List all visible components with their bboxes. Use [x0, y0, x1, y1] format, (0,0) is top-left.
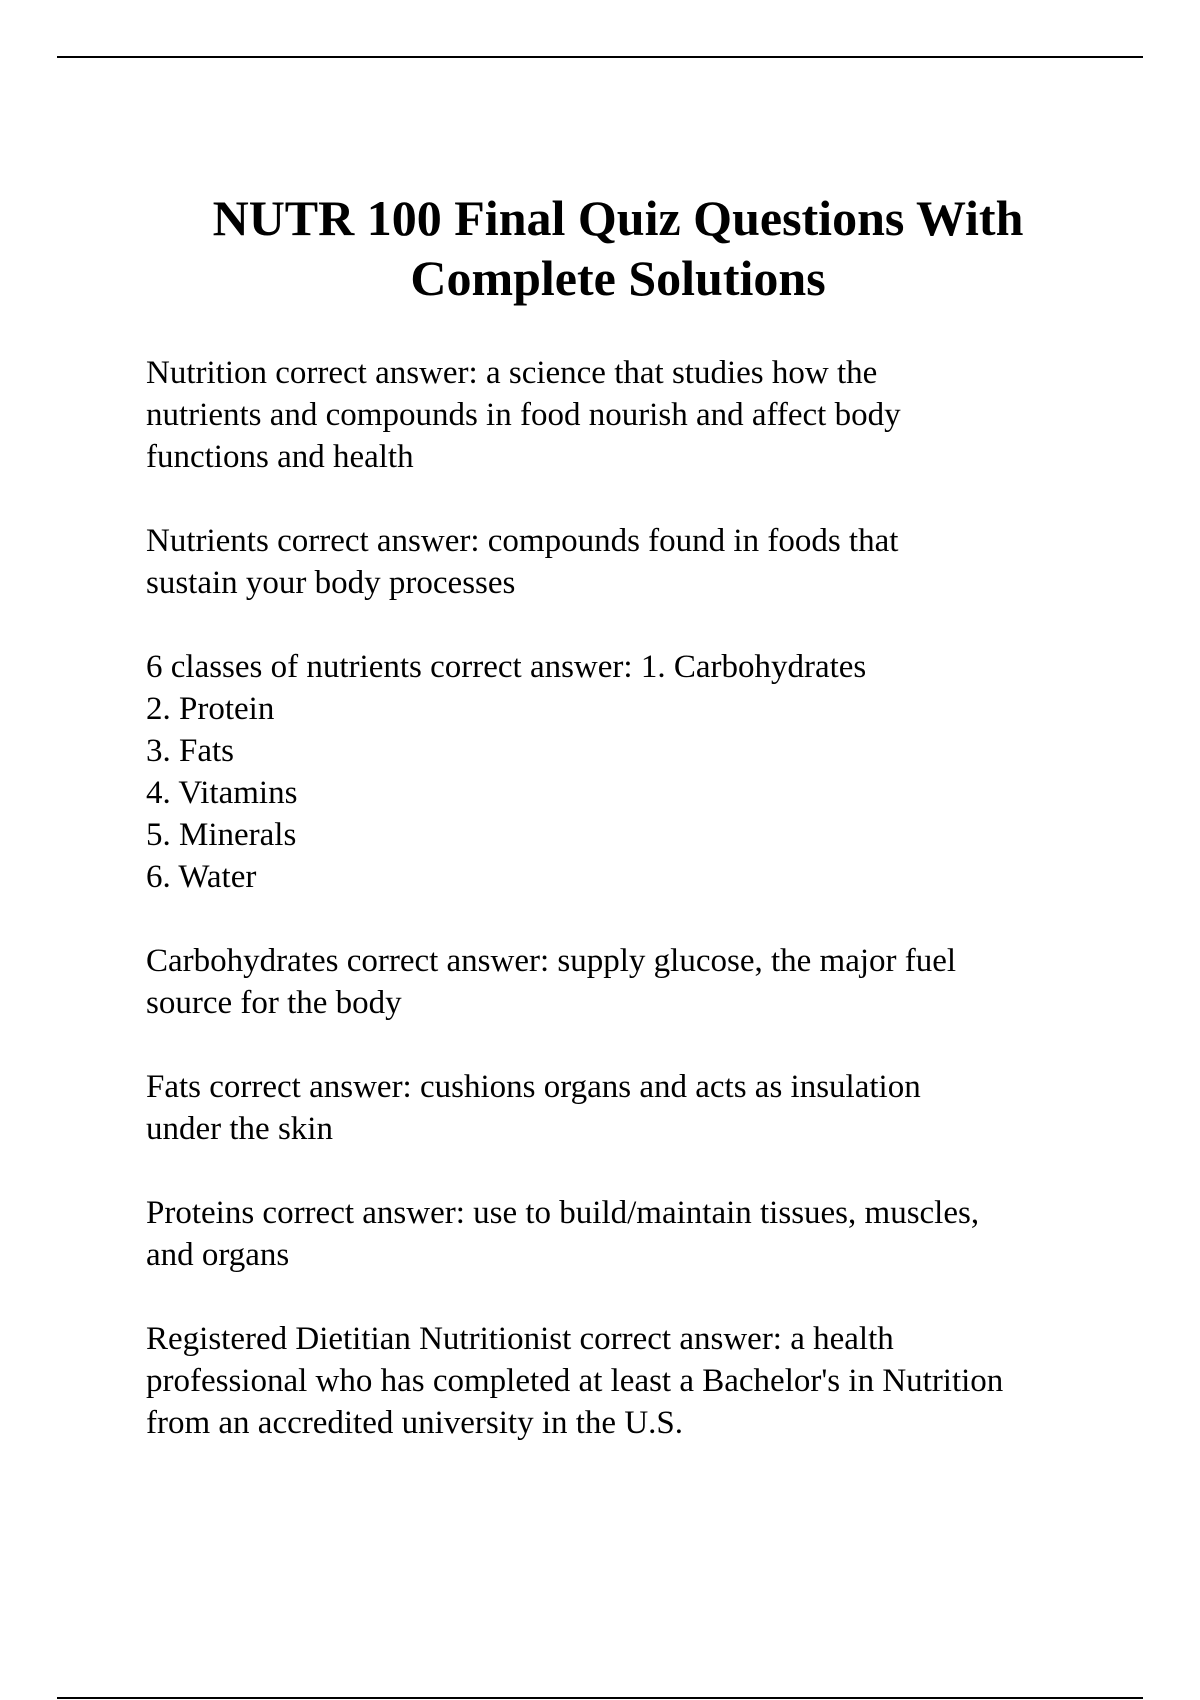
- entry-line: 5. Minerals: [146, 817, 297, 853]
- entry-line: under the skin: [146, 1111, 333, 1147]
- entry-line: 6. Water: [146, 859, 257, 895]
- entry-line: and organs: [146, 1237, 290, 1273]
- entry-line: Fats correct answer: cushions organs and acts as insulation: [146, 1069, 921, 1105]
- entry-line: Proteins correct answer: use to build/maintain tissues, muscles,: [146, 1195, 980, 1231]
- document-title: [100, 188, 1136, 308]
- entry-line: Registered Dietitian Nutritionist correct answer: a health: [146, 1321, 894, 1357]
- entry-line: from an accredited university in the U.S.: [146, 1405, 684, 1441]
- title-line-1: NUTR 100 Final Quiz Questions With: [212, 190, 1024, 246]
- entry-fats: [146, 1066, 1146, 1150]
- entry-line: source for the body: [146, 985, 402, 1021]
- entry-registered-dietitian: [146, 1318, 1146, 1444]
- entry-line: Nutrients correct answer: compounds found in foods that: [146, 523, 899, 559]
- entry-line: Nutrition correct answer: a science that studies how the: [146, 355, 878, 391]
- entry-line: professional who has completed at least a Bachelor's in Nutrition: [146, 1363, 1004, 1399]
- entry-classes-of-nutrients: [146, 646, 1146, 898]
- entry-line: 6 classes of nutrients correct answer: 1. Carbohydrates: [146, 649, 867, 685]
- document-body: [146, 352, 1146, 1486]
- entry-nutrients: [146, 520, 1146, 604]
- entry-line: 3. Fats: [146, 733, 235, 769]
- entry-proteins: [146, 1192, 1146, 1276]
- entry-line: functions and health: [146, 439, 414, 475]
- entry-line: Carbohydrates correct answer: supply glucose, the major fuel: [146, 943, 957, 979]
- header-rule: [57, 56, 1143, 58]
- title-line-2: Complete Solutions: [410, 250, 826, 306]
- entry-nutrition: [146, 352, 1146, 478]
- entry-line: nutrients and compounds in food nourish and affect body: [146, 397, 901, 433]
- entry-carbohydrates: [146, 940, 1146, 1024]
- entry-line: 2. Protein: [146, 691, 275, 727]
- entry-line: sustain your body processes: [146, 565, 516, 601]
- footer-rule: [57, 1697, 1143, 1699]
- entry-line: 4. Vitamins: [146, 775, 298, 811]
